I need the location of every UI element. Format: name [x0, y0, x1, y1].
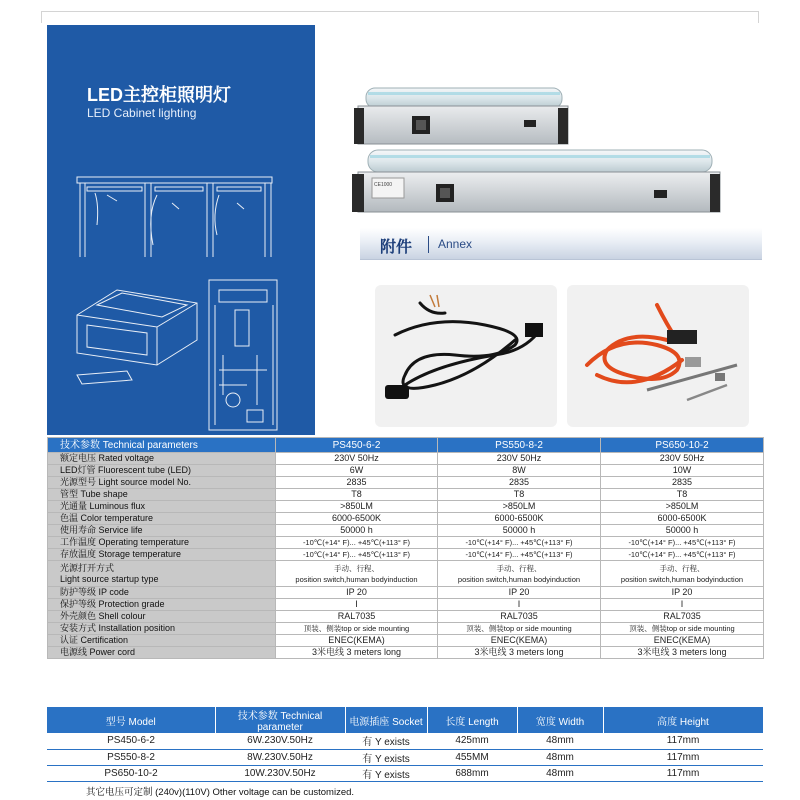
- model-cell: 有 Y exists: [345, 765, 427, 781]
- accessory-photo-power-cord: [375, 285, 557, 427]
- spec-header-model: PS450-6-2: [276, 438, 438, 453]
- spec-value: T8: [438, 489, 601, 501]
- spec-row: [48, 525, 764, 537]
- spec-value: 2835: [601, 477, 764, 489]
- spec-value: -10℃(+14° F)... +45℃(+113° F): [601, 549, 764, 561]
- model-cell: 10W.230V.50Hz: [215, 765, 345, 781]
- spec-value: 230V 50Hz: [276, 453, 438, 465]
- spec-row: [48, 537, 764, 549]
- spec-header-model: PS550-8-2: [438, 438, 601, 453]
- spec-label: 外壳颜色 Shell colour: [48, 611, 276, 623]
- spec-value: 3米电线 3 meters long: [276, 647, 438, 659]
- spec-value: 手动、行程、 position switch,human bodyinduction: [438, 561, 601, 587]
- spec-label: 工作温度 Operating temperature: [48, 537, 276, 549]
- model-header-cell: 型号 Model: [47, 707, 215, 733]
- footnote: 其它电压可定制 (240v)(110V) Other voltage can be customized.: [86, 787, 355, 798]
- spec-value: 6W: [276, 465, 438, 477]
- model-cell: 688mm: [427, 765, 517, 781]
- spec-value: RAL7035: [438, 611, 601, 623]
- spec-value: 2835: [438, 477, 601, 489]
- model-cell: 48mm: [517, 749, 603, 765]
- spec-row: [48, 489, 764, 501]
- model-cell: 117mm: [603, 765, 763, 781]
- spec-label: 安装方式 Installation position: [48, 623, 276, 635]
- spec-value: 8W: [438, 465, 601, 477]
- spec-value: IP 20: [601, 587, 764, 599]
- spec-value: 6000-6500K: [601, 513, 764, 525]
- spec-row: [48, 635, 764, 647]
- spec-row-startup: [48, 561, 764, 587]
- model-header-cell: 宽度 Width: [517, 707, 603, 733]
- spec-label: 存放温度 Storage temperature: [48, 549, 276, 561]
- spec-value: >850LM: [438, 501, 601, 513]
- spec-value: IP 20: [438, 587, 601, 599]
- spec-row: [48, 549, 764, 561]
- spec-value: -10℃(+14° F)... +45℃(+113° F): [438, 549, 601, 561]
- spec-row: [48, 623, 764, 635]
- spec-row: [48, 599, 764, 611]
- model-cell: 6W.230V.50Hz: [215, 733, 345, 749]
- spec-value: I: [601, 599, 764, 611]
- spec-row: [48, 513, 764, 525]
- spec-row: [48, 587, 764, 599]
- model-row: [47, 733, 763, 749]
- spec-value: -10℃(+14° F)... +45℃(+113° F): [276, 537, 438, 549]
- model-cell: 455MM: [427, 749, 517, 765]
- spec-value: 10W: [601, 465, 764, 477]
- spec-value: 2835: [276, 477, 438, 489]
- model-cell: 48mm: [517, 765, 603, 781]
- spec-label: 使用寿命 Service life: [48, 525, 276, 537]
- model-table: [47, 707, 764, 782]
- spec-value: 手动、行程、 position switch,human bodyinduction: [601, 561, 764, 587]
- spec-value: >850LM: [601, 501, 764, 513]
- spec-label: 色温 Color temperature: [48, 513, 276, 525]
- spec-value: 50000 h: [601, 525, 764, 537]
- model-cell: 425mm: [427, 733, 517, 749]
- product-photo-long: [348, 148, 722, 218]
- model-cell: PS550-8-2: [47, 749, 215, 765]
- spec-label: 电源线 Power cord: [48, 647, 276, 659]
- spec-row: [48, 611, 764, 623]
- model-cell: 117mm: [603, 749, 763, 765]
- spec-value: >850LM: [276, 501, 438, 513]
- annex-divider: [428, 236, 429, 253]
- model-header-cell: 技术参数 Technical parameter: [215, 707, 345, 733]
- spec-label: 保护等级 Protection grade: [48, 599, 276, 611]
- spec-row: [48, 647, 764, 659]
- spec-label: 额定电压 Rated voltage: [48, 453, 276, 465]
- model-cell: 48mm: [517, 733, 603, 749]
- spec-value: 顶装、侧装top or side mounting: [438, 623, 601, 635]
- spec-row: [48, 501, 764, 513]
- accessory-photo-mounting-kit: [567, 285, 749, 427]
- model-header-cell: 长度 Length: [427, 707, 517, 733]
- spec-value: 顶装、侧装top or side mounting: [276, 623, 438, 635]
- spec-label: 光源型号 Light source model No.: [48, 477, 276, 489]
- spec-value: I: [438, 599, 601, 611]
- spec-value: -10℃(+14° F)... +45℃(+113° F): [601, 537, 764, 549]
- spec-value: ENEC(KEMA): [601, 635, 764, 647]
- annex-title-cn: 附件: [380, 239, 413, 256]
- model-cell: PS650-10-2: [47, 765, 215, 781]
- model-row: [47, 765, 763, 781]
- model-header-cell: 高度 Height: [603, 707, 763, 733]
- spec-value: -10℃(+14° F)... +45℃(+113° F): [276, 549, 438, 561]
- spec-value: 6000-6500K: [276, 513, 438, 525]
- spec-value: 230V 50Hz: [601, 453, 764, 465]
- model-cell: 有 Y exists: [345, 749, 427, 765]
- spec-value: 50000 h: [438, 525, 601, 537]
- model-cell: 117mm: [603, 733, 763, 749]
- annex-banner: [360, 228, 762, 260]
- hero-panel: [47, 25, 315, 435]
- spec-value: RAL7035: [601, 611, 764, 623]
- hero-title-cn: LED主控柜照明灯: [87, 85, 231, 105]
- spec-value: 230V 50Hz: [438, 453, 601, 465]
- spec-header-label: 技术参数 Technical parameters: [48, 438, 276, 453]
- spec-label: 防护等级 IP code: [48, 587, 276, 599]
- spec-value: IP 20: [276, 587, 438, 599]
- model-cell: 8W.230V.50Hz: [215, 749, 345, 765]
- model-row: [47, 749, 763, 765]
- model-cell: 有 Y exists: [345, 733, 427, 749]
- spec-label: 管型 Tube shape: [48, 489, 276, 501]
- spec-header-row: [48, 438, 764, 453]
- spec-value: I: [276, 599, 438, 611]
- spec-label: 光通量 Luminous flux: [48, 501, 276, 513]
- spec-header-model: PS650-10-2: [601, 438, 764, 453]
- spec-label: 认证 Certification: [48, 635, 276, 647]
- page-frame: [41, 11, 759, 23]
- spec-table: [47, 437, 764, 659]
- spec-label: 光源打开方式 Light source startup type: [48, 561, 276, 587]
- spec-value: -10℃(+14° F)... +45℃(+113° F): [438, 537, 601, 549]
- spec-value: 顶装、侧装top or side mounting: [601, 623, 764, 635]
- installation-diagram: [47, 165, 315, 435]
- spec-value: ENEC(KEMA): [438, 635, 601, 647]
- spec-value: 50000 h: [276, 525, 438, 537]
- spec-value: ENEC(KEMA): [276, 635, 438, 647]
- product-label-text: CE1000: [374, 182, 393, 188]
- spec-value: T8: [276, 489, 438, 501]
- spec-value: 6000-6500K: [438, 513, 601, 525]
- hero-title-en: LED Cabinet lighting: [87, 106, 197, 120]
- spec-label: LED灯管 Fluorescent tube (LED): [48, 465, 276, 477]
- model-cell: PS450-6-2: [47, 733, 215, 749]
- product-photo-short: [352, 86, 570, 151]
- spec-value: 3米电线 3 meters long: [601, 647, 764, 659]
- spec-row: [48, 465, 764, 477]
- spec-row: [48, 453, 764, 465]
- spec-value: RAL7035: [276, 611, 438, 623]
- spec-value: 3米电线 3 meters long: [438, 647, 601, 659]
- spec-value: T8: [601, 489, 764, 501]
- model-header-cell: 电源插座 Socket: [345, 707, 427, 733]
- model-header-row: [47, 707, 763, 733]
- spec-row: [48, 477, 764, 489]
- annex-title-en: Annex: [438, 237, 473, 251]
- spec-value: 手动、行程、 position switch,human bodyinduction: [276, 561, 438, 587]
